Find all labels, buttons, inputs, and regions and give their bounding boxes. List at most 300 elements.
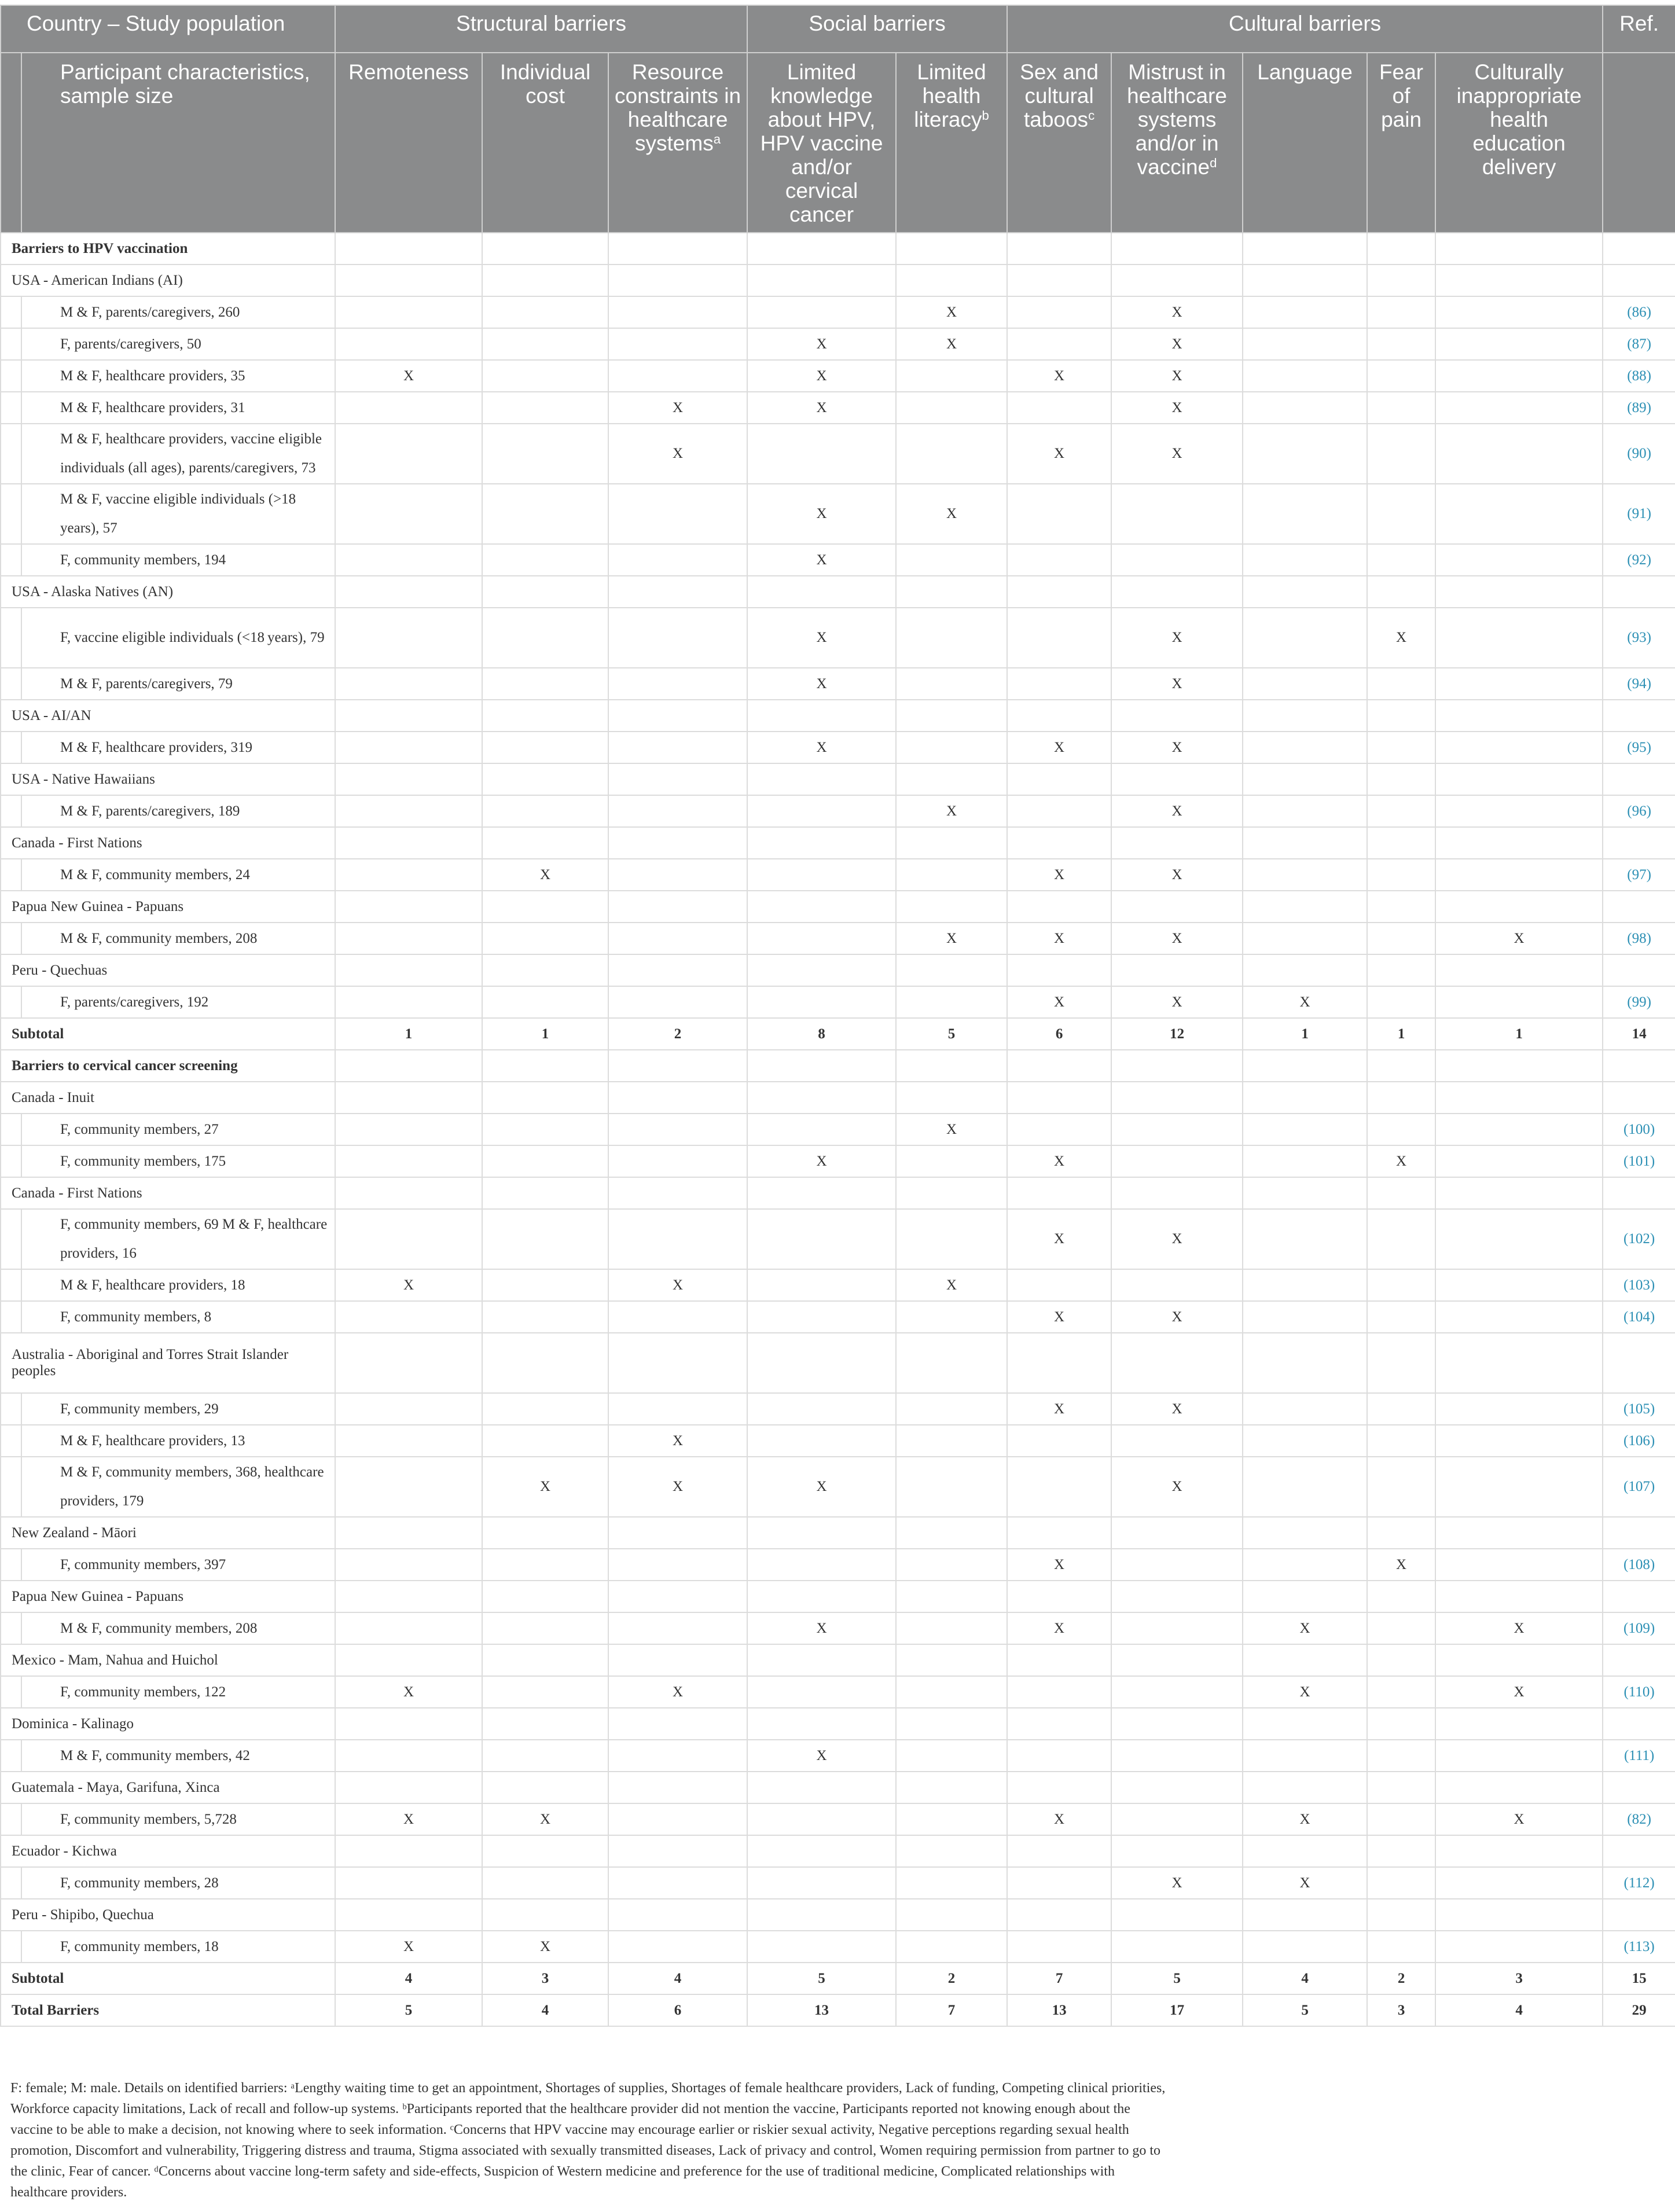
empty-cell (1435, 1772, 1603, 1803)
barrier-mark (1435, 859, 1603, 891)
reference-link[interactable]: 90 (1632, 446, 1647, 461)
barrier-mark: X (335, 360, 482, 392)
header-row-groups (1, 5, 1675, 53)
reference-link[interactable]: 110 (1628, 1684, 1650, 1700)
barrier-mark: X (482, 1457, 608, 1517)
empty-cell (1603, 1177, 1675, 1209)
empty-cell (1243, 1899, 1367, 1931)
reference-link[interactable]: 89 (1632, 399, 1647, 416)
indent-cell (1, 1114, 21, 1145)
barrier-mark (747, 795, 896, 827)
barrier-count: 17 (1111, 1994, 1243, 2026)
barrier-mark: X (608, 424, 747, 484)
barrier-mark: X (608, 392, 747, 424)
barrier-mark (1243, 923, 1367, 954)
reference-link[interactable]: 105 (1628, 1401, 1650, 1417)
empty-cell (1367, 1708, 1435, 1740)
barrier-count: 3 (1435, 1963, 1603, 1994)
empty-cell (482, 1082, 608, 1114)
empty-cell (747, 1177, 896, 1209)
paren-close: ) (1650, 1231, 1655, 1247)
barrier-mark: X (1111, 668, 1243, 700)
empty-cell (1435, 1333, 1603, 1393)
paren-open: ( (1627, 304, 1632, 320)
barrier-mark (1007, 544, 1111, 576)
study-row (1, 296, 1675, 328)
reference-link[interactable]: 96 (1632, 803, 1647, 819)
empty-cell (1007, 1708, 1111, 1740)
barrier-mark (747, 1393, 896, 1425)
total-label: Subtotal (1, 1963, 335, 1994)
participant-characteristics: F, community members, 69 M & F, healthcare providers, 16 (21, 1209, 335, 1269)
population-group-label: Canada - First Nations (1, 1177, 335, 1209)
paren-close: ) (1650, 1277, 1655, 1293)
barrier-mark (747, 1114, 896, 1145)
reference-link[interactable]: 94 (1632, 675, 1647, 692)
barrier-mark (1243, 1425, 1367, 1457)
barrier-mark (1111, 484, 1243, 544)
barrier-mark (1243, 328, 1367, 360)
reference-cell (1603, 795, 1675, 827)
barrier-mark (1367, 1803, 1435, 1835)
paren-close: ) (1646, 399, 1651, 416)
population-group-label: Papua New Guinea - Papuans (1, 891, 335, 923)
empty-cell (1603, 954, 1675, 986)
barrier-mark (1435, 608, 1603, 668)
empty-cell (335, 1772, 482, 1803)
reference-cell (1603, 732, 1675, 763)
empty-cell (1367, 1581, 1435, 1612)
header-ref-blank (1603, 53, 1675, 233)
empty-cell (1111, 763, 1243, 795)
barrier-mark: X (747, 1145, 896, 1177)
barrier-mark: X (1111, 859, 1243, 891)
indent-cell (1, 732, 21, 763)
barrier-mark (896, 1740, 1007, 1772)
barrier-mark (608, 1549, 747, 1581)
barrier-mark (482, 1209, 608, 1269)
empty-cell (1603, 264, 1675, 296)
empty-cell (896, 1644, 1007, 1676)
barrier-count: 6 (1007, 1018, 1111, 1050)
barrier-count: 13 (747, 1994, 896, 2026)
study-row (1, 544, 1675, 576)
participant-characteristics: M & F, community members, 208 (21, 923, 335, 954)
barrier-mark: X (1367, 608, 1435, 668)
barrier-mark (335, 1425, 482, 1457)
empty-cell (1243, 891, 1367, 923)
paren-close: ) (1646, 552, 1651, 568)
barrier-mark: X (1243, 1803, 1367, 1835)
reference-link[interactable]: 88 (1632, 368, 1647, 384)
empty-cell (482, 1177, 608, 1209)
empty-cell (1111, 1772, 1243, 1803)
reference-cell (1603, 1612, 1675, 1644)
barrier-mark (747, 1549, 896, 1581)
barrier-mark (482, 296, 608, 328)
population-group-row (1, 1772, 1675, 1803)
barrier-mark (482, 1676, 608, 1708)
barrier-mark: X (1007, 360, 1111, 392)
empty-cell (1367, 1333, 1435, 1393)
reference-link[interactable]: 95 (1632, 739, 1647, 755)
barrier-mark (1367, 1301, 1435, 1333)
empty-cell (1007, 1835, 1111, 1867)
participant-characteristics: F, community members, 397 (21, 1549, 335, 1581)
empty-cell (1603, 1581, 1675, 1612)
paren-close: ) (1650, 1684, 1655, 1700)
empty-cell (747, 1772, 896, 1803)
barrier-mark (896, 1676, 1007, 1708)
reference-cell (1603, 923, 1675, 954)
participant-characteristics: F, community members, 29 (21, 1393, 335, 1425)
study-row (1, 1209, 1675, 1269)
barrier-mark (896, 1612, 1007, 1644)
barrier-mark (1367, 795, 1435, 827)
participant-characteristics: M & F, parents/caregivers, 79 (21, 668, 335, 700)
barrier-count: 4 (1435, 1994, 1603, 2026)
reference-cell (1603, 328, 1675, 360)
barrier-mark: X (1243, 1867, 1367, 1899)
header-cultural-barriers: Cultural barriers (1007, 5, 1603, 53)
participant-characteristics: F, parents/caregivers, 192 (21, 986, 335, 1018)
barrier-mark (1007, 328, 1111, 360)
population-group-label: Papua New Guinea - Papuans (1, 1581, 335, 1612)
empty-cell (896, 763, 1007, 795)
empty-cell (1367, 576, 1435, 608)
barrier-mark (896, 732, 1007, 763)
population-group-row (1, 954, 1675, 986)
barrier-mark (608, 1740, 747, 1772)
barrier-mark (1007, 1676, 1111, 1708)
reference-link[interactable]: 100 (1628, 1121, 1650, 1137)
barrier-mark (1243, 795, 1367, 827)
barrier-mark: X (1007, 1209, 1111, 1269)
barrier-mark (1367, 1740, 1435, 1772)
empty-cell (747, 700, 896, 732)
reference-link[interactable]: 87 (1632, 336, 1647, 352)
reference-link[interactable]: 111 (1629, 1747, 1650, 1763)
barrier-mark (1367, 328, 1435, 360)
reference-count: 15 (1603, 1963, 1675, 1994)
reference-link[interactable]: 98 (1632, 930, 1647, 946)
barrier-count: 8 (747, 1018, 896, 1050)
barrier-mark (482, 1425, 608, 1457)
reference-link[interactable]: 99 (1632, 994, 1647, 1010)
paren-open: ( (1623, 1684, 1629, 1700)
barrier-mark: X (1243, 986, 1367, 1018)
empty-cell (1111, 1050, 1243, 1082)
study-row (1, 1931, 1675, 1963)
reference-cell (1603, 424, 1675, 484)
barrier-mark (335, 1393, 482, 1425)
header-country: Country – Study population (1, 5, 335, 53)
empty-cell (1243, 576, 1367, 608)
paren-close: ) (1650, 1556, 1655, 1572)
population-group-row (1, 1708, 1675, 1740)
indent-cell (1, 296, 21, 328)
barrier-count: 1 (335, 1018, 482, 1050)
study-row (1, 795, 1675, 827)
barrier-mark: X (1111, 986, 1243, 1018)
barrier-mark: X (1243, 1676, 1367, 1708)
barrier-count: 3 (482, 1963, 608, 1994)
indent-cell (1, 1676, 21, 1708)
empty-cell (335, 1835, 482, 1867)
empty-cell (896, 891, 1007, 923)
empty-cell (1243, 233, 1367, 264)
empty-cell (1603, 1050, 1675, 1082)
barrier-count: 1 (1435, 1018, 1603, 1050)
paren-close: ) (1646, 446, 1651, 461)
barrier-mark (1367, 1676, 1435, 1708)
empty-cell (1007, 954, 1111, 986)
barrier-mark: X (1007, 1145, 1111, 1177)
empty-cell (1111, 954, 1243, 986)
population-group-row (1, 700, 1675, 732)
empty-cell (608, 1050, 747, 1082)
barrier-mark (1111, 1114, 1243, 1145)
empty-cell (1603, 1772, 1675, 1803)
barrier-mark (335, 1301, 482, 1333)
barrier-mark (1111, 1269, 1243, 1301)
reference-cell (1603, 1425, 1675, 1457)
empty-cell (896, 1333, 1007, 1393)
header-taboos (1007, 53, 1111, 233)
barrier-mark (1367, 484, 1435, 544)
total-label: Total Barriers (1, 1994, 335, 2026)
barrier-mark (1367, 1209, 1435, 1269)
paren-close: ) (1650, 1620, 1655, 1636)
indent-cell (1, 360, 21, 392)
barrier-mark (1111, 544, 1243, 576)
paren-open: ( (1623, 1620, 1629, 1636)
footnote-marker-c: c (1088, 108, 1095, 123)
reference-link[interactable]: 112 (1628, 1875, 1650, 1891)
barrier-mark (608, 296, 747, 328)
empty-cell (608, 1177, 747, 1209)
study-row (1, 1269, 1675, 1301)
barrier-mark (482, 1114, 608, 1145)
indent-cell (1, 1393, 21, 1425)
footnote-marker-d: d (1210, 155, 1217, 170)
barrier-mark (608, 608, 747, 668)
barrier-mark (335, 1549, 482, 1581)
barrier-mark: X (482, 859, 608, 891)
barrier-mark: X (747, 1740, 896, 1772)
barrier-mark (335, 732, 482, 763)
empty-cell (1603, 700, 1675, 732)
header-mistrust-label: Mistrust in healthcare systems and/or in vaccine (1127, 60, 1227, 179)
barrier-mark: X (896, 296, 1007, 328)
header-health-literacy (896, 53, 1007, 233)
empty-cell (608, 1899, 747, 1931)
reference-link[interactable]: 91 (1632, 506, 1647, 521)
barrier-mark (1243, 544, 1367, 576)
reference-link[interactable]: 101 (1628, 1153, 1650, 1169)
population-group-label: USA - AI/AN (1, 700, 335, 732)
participant-characteristics: M & F, parents/caregivers, 260 (21, 296, 335, 328)
barrier-mark (1243, 1301, 1367, 1333)
paren-open: ( (1627, 368, 1632, 384)
barrier-mark (608, 360, 747, 392)
paren-open: ( (1627, 675, 1632, 692)
reference-link[interactable]: 82 (1632, 1811, 1647, 1827)
reference-link[interactable]: 113 (1628, 1938, 1650, 1954)
study-row (1, 1612, 1675, 1644)
population-group-row (1, 1835, 1675, 1867)
barrier-mark (1435, 424, 1603, 484)
reference-link[interactable]: 86 (1632, 304, 1647, 320)
reference-link[interactable]: 107 (1628, 1479, 1650, 1494)
barrier-mark (1367, 732, 1435, 763)
barrier-mark (896, 1425, 1007, 1457)
barrier-mark: X (1243, 1612, 1367, 1644)
participant-characteristics: M & F, healthcare providers, 319 (21, 732, 335, 763)
reference-cell (1603, 1803, 1675, 1835)
barrier-mark (608, 795, 747, 827)
barrier-mark: X (482, 1803, 608, 1835)
empty-cell (1367, 1082, 1435, 1114)
barrier-mark (335, 392, 482, 424)
barrier-mark (896, 986, 1007, 1018)
reference-cell (1603, 1740, 1675, 1772)
barrier-mark (608, 923, 747, 954)
empty-cell (608, 264, 747, 296)
barrier-mark (482, 328, 608, 360)
paren-close: ) (1646, 675, 1651, 692)
barrier-mark (896, 608, 1007, 668)
barrier-mark (1367, 1457, 1435, 1517)
total-row (1, 1963, 1675, 1994)
barrier-mark: X (896, 1269, 1007, 1301)
reference-count: 14 (1603, 1018, 1675, 1050)
barrier-mark (1435, 1269, 1603, 1301)
paren-close: ) (1646, 994, 1651, 1010)
reference-cell (1603, 1931, 1675, 1963)
barrier-mark: X (1111, 732, 1243, 763)
empty-cell (608, 954, 747, 986)
empty-cell (335, 1644, 482, 1676)
study-row (1, 360, 1675, 392)
reference-link[interactable]: 97 (1632, 866, 1647, 883)
reference-cell (1603, 296, 1675, 328)
paren-open: ( (1623, 1432, 1629, 1449)
population-group-label: Canada - First Nations (1, 827, 335, 859)
empty-cell (608, 1517, 747, 1549)
empty-cell (747, 827, 896, 859)
empty-cell (1435, 576, 1603, 608)
reference-link[interactable]: 93 (1632, 630, 1647, 645)
population-group-row (1, 763, 1675, 795)
barrier-mark (747, 424, 896, 484)
barrier-mark (335, 608, 482, 668)
barrier-mark (1367, 1931, 1435, 1963)
barrier-count: 3 (1367, 1994, 1435, 2026)
barrier-mark (608, 328, 747, 360)
empty-cell (1435, 1708, 1603, 1740)
population-group-label: Ecuador - Kichwa (1, 1835, 335, 1867)
barrier-mark (608, 544, 747, 576)
barrier-mark (1367, 1425, 1435, 1457)
paren-open: ( (1627, 630, 1632, 645)
paren-open: ( (1623, 1875, 1629, 1891)
barrier-count: 13 (1007, 1994, 1111, 2026)
barrier-mark (1435, 544, 1603, 576)
empty-cell (896, 700, 1007, 732)
study-row (1, 1114, 1675, 1145)
paren-close: ) (1646, 630, 1651, 645)
study-row (1, 859, 1675, 891)
reference-cell (1603, 484, 1675, 544)
empty-cell (482, 1050, 608, 1082)
paren-open: ( (1623, 1231, 1629, 1247)
population-group-row (1, 264, 1675, 296)
barrier-mark (747, 1867, 896, 1899)
population-group-label: Canada - Inuit (1, 1082, 335, 1114)
reference-link[interactable]: 103 (1628, 1277, 1650, 1293)
barrier-mark (1111, 1145, 1243, 1177)
header-indent-cell (1, 53, 21, 233)
paren-open: ( (1627, 446, 1632, 461)
empty-cell (1111, 1082, 1243, 1114)
empty-cell (1007, 264, 1111, 296)
barriers-table (0, 5, 1675, 2027)
barrier-mark (482, 1740, 608, 1772)
barrier-count: 12 (1111, 1018, 1243, 1050)
indent-cell (1, 1209, 21, 1269)
barrier-mark (1435, 296, 1603, 328)
barrier-mark (335, 328, 482, 360)
paren-open: ( (1623, 1309, 1629, 1325)
barrier-mark (335, 1145, 482, 1177)
paren-close: ) (1646, 304, 1651, 320)
barrier-mark: X (1007, 1612, 1111, 1644)
barrier-mark (608, 1612, 747, 1644)
empty-cell (1243, 1333, 1367, 1393)
section-row (1, 1050, 1675, 1082)
reference-link[interactable]: 108 (1628, 1556, 1650, 1572)
reference-link[interactable]: 109 (1628, 1620, 1650, 1636)
reference-link[interactable]: 102 (1628, 1231, 1650, 1247)
reference-link[interactable]: 92 (1632, 552, 1647, 568)
barrier-mark (896, 1145, 1007, 1177)
empty-cell (482, 1644, 608, 1676)
barrier-mark (482, 923, 608, 954)
barrier-mark (335, 544, 482, 576)
paren-open: ( (1627, 552, 1632, 568)
empty-cell (1603, 233, 1675, 264)
study-row (1, 1867, 1675, 1899)
paren-open: ( (1623, 1153, 1629, 1169)
barrier-mark: X (1007, 424, 1111, 484)
study-row (1, 1393, 1675, 1425)
empty-cell (482, 1581, 608, 1612)
empty-cell (482, 1333, 608, 1393)
empty-cell (608, 827, 747, 859)
indent-cell (1, 392, 21, 424)
barrier-mark (747, 1803, 896, 1835)
indent-cell (1, 424, 21, 484)
empty-cell (1603, 763, 1675, 795)
paren-close: ) (1646, 930, 1651, 946)
empty-cell (1111, 1333, 1243, 1393)
reference-link[interactable]: 104 (1628, 1309, 1650, 1325)
reference-link[interactable]: 106 (1628, 1432, 1650, 1449)
paren-open: ( (1623, 1277, 1629, 1293)
empty-cell (335, 233, 482, 264)
barrier-mark (1435, 732, 1603, 763)
